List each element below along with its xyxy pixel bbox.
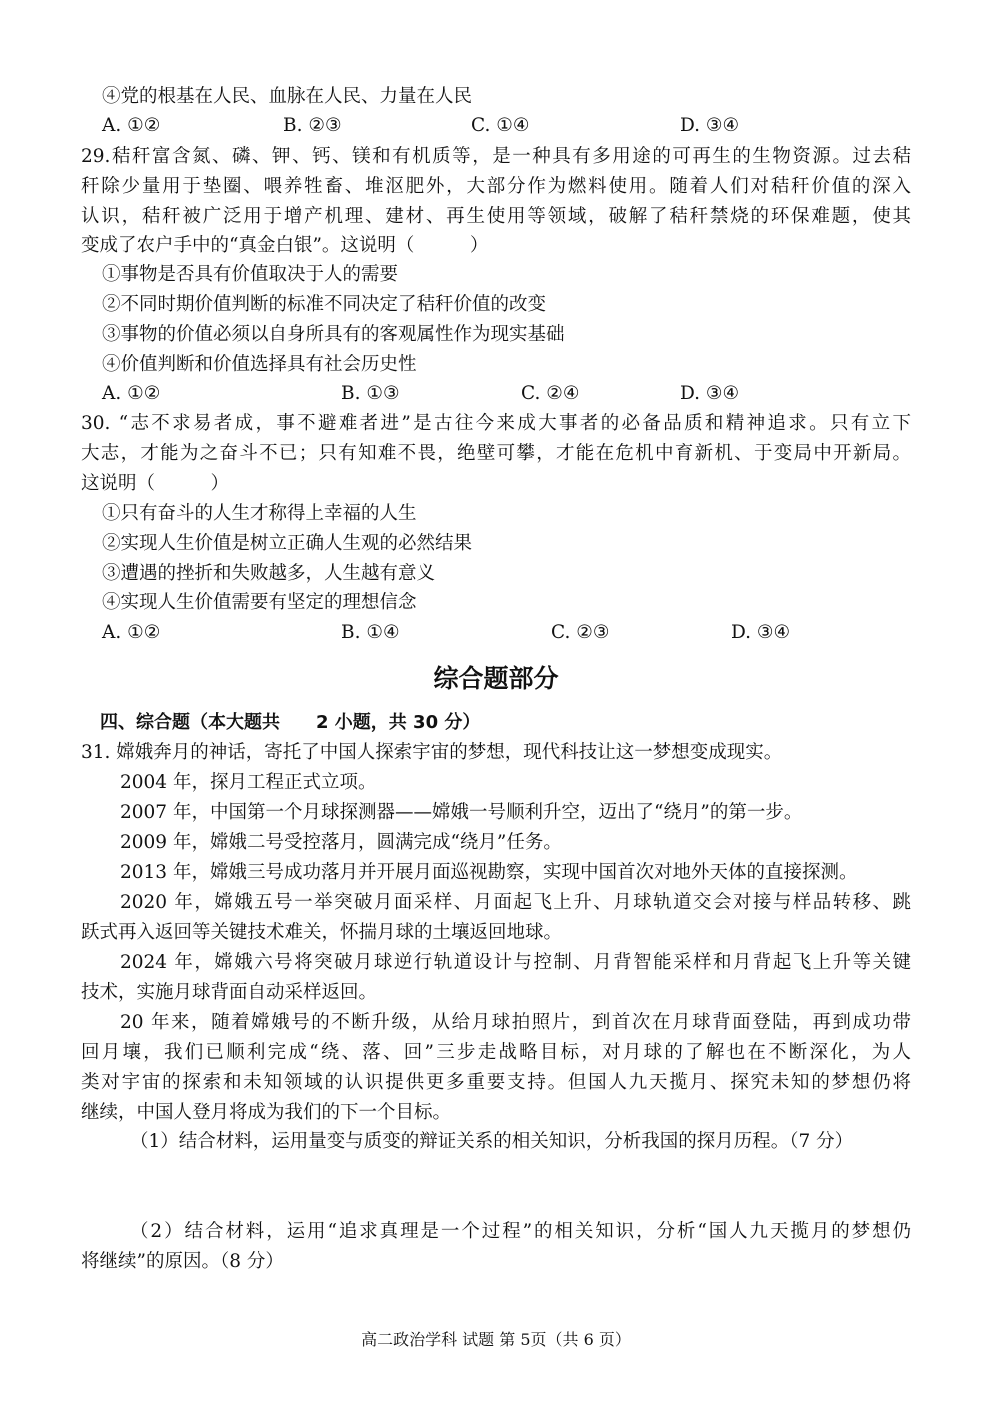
q29-option-a: A. ①② xyxy=(102,383,161,404)
q31-paragraph-2024-line-2: 技术，实施月球背面自动采样返回。 xyxy=(81,982,378,1003)
q30-item-2: ②实现人生价值是树立正确人生观的必然结果 xyxy=(102,533,473,554)
q30-stem-line-1: 30. “志不求易者成，事不避难者进”是古往今来成大事者的必备品质和精神追求。只有立下 xyxy=(81,413,911,434)
q31-subquestion-2-line-1: （2）结合材料，运用“追求真理是一个过程”的相关知识，分析“国人九天揽月的梦想仍 xyxy=(130,1221,911,1242)
q30-option-d: D. ③④ xyxy=(731,622,791,643)
q30-item-3: ③遭遇的挫折和失败越多，人生越有意义 xyxy=(102,563,436,584)
q31-paragraph-2013: 2013 年，嫦娥三号成功落月并开展月面巡视勘察，实现中国首次对地外天体的直接探测。 xyxy=(120,862,858,883)
q28-option-a: A. ①② xyxy=(102,115,161,136)
q29-stem-line-2: 秆除少量用于垫圈、喂养牲畜、堆沤肥外，大部分作为燃料使用。随着人们对秸秆价值的深入 xyxy=(81,176,911,197)
q29-stem-line-3: 认识，秸秆被广泛用于增产机理、建材、再生使用等领域，破解了秸秆禁烧的环保难题，使其 xyxy=(81,206,911,227)
q29-item-3: ③事物的价值必须以自身所具有的客观属性作为现实基础 xyxy=(102,324,565,345)
q28-option-d: D. ③④ xyxy=(680,115,740,136)
q29-option-b: B. ①③ xyxy=(341,383,400,404)
q29-item-4: ④价值判断和价值选择具有社会历史性 xyxy=(102,354,417,375)
q28-item-4: ④党的根基在人民、血脉在人民、力量在人民 xyxy=(102,86,473,107)
q29-option-c: C. ②④ xyxy=(521,383,580,404)
q30-item-4: ④实现人生价值需要有坚定的理想信念 xyxy=(102,592,417,613)
q30-option-a: A. ①② xyxy=(102,622,161,643)
section-heading: 四、综合题（本大题共 2 小题，共 30 分） xyxy=(100,712,481,733)
q31-intro: 31. 嫦娥奔月的神话，寄托了中国人探索宇宙的梦想，现代科技让这一梦想变成现实。 xyxy=(81,742,783,763)
q30-option-c: C. ②③ xyxy=(551,622,610,643)
q31-summary-line-4: 继续，中国人登月将成为我们的下一个目标。 xyxy=(81,1102,452,1123)
q31-paragraph-2020-line-1: 2020 年，嫦娥五号一举突破月面采样、月面起飞上升、月球轨道交会对接与样品转移、跳 xyxy=(120,892,911,913)
q30-stem-line-3: 这说明（ ） xyxy=(81,473,230,494)
q28-option-c: C. ①④ xyxy=(471,115,530,136)
q29-item-2: ②不同时期价值判断的标准不同决定了秸秆价值的改变 xyxy=(102,294,547,315)
q30-option-b: B. ①④ xyxy=(341,622,400,643)
q28-option-b: B. ②③ xyxy=(283,115,342,136)
q31-paragraph-2004: 2004 年，探月工程正式立项。 xyxy=(120,772,377,793)
q29-item-1: ①事物是否具有价值取决于人的需要 xyxy=(102,264,399,285)
q31-summary-line-1: 20 年来，随着嫦娥号的不断升级，从给月球拍照片，到首次在月球背面登陆，再到成功带 xyxy=(120,1012,911,1033)
q29-option-d: D. ③④ xyxy=(680,383,740,404)
q31-paragraph-2020-line-2: 跃式再入返回等关键技术难关，怀揣月球的土壤返回地球。 xyxy=(81,922,563,943)
q29-stem-line-1: 29.秸秆富含氮、磷、钾、钙、镁和有机质等，是一种具有多用途的可再生的生物资源。过去秸 xyxy=(81,146,911,167)
q30-item-1: ①只有奋斗的人生才称得上幸福的人生 xyxy=(102,503,417,524)
q31-paragraph-2007: 2007 年，中国第一个月球探测器——嫦娥一号顺利升空，迈出了“绕月”的第一步。 xyxy=(120,802,803,823)
q31-paragraph-2024-line-1: 2024 年，嫦娥六号将突破月球逆行轨道设计与控制、月背智能采样和月背起飞上升等关键 xyxy=(120,952,911,973)
q31-paragraph-2009: 2009 年，嫦娥二号受控落月，圆满完成“绕月”任务。 xyxy=(120,832,562,853)
section-title: 综合题部分 xyxy=(433,664,559,693)
page-footer: 高二政治学科 试题 第 5页（共 6 页） xyxy=(361,1330,631,1349)
q31-summary-line-3: 类对宇宙的探索和未知领域的认识提供更多重要支持。但国人九天揽月、探究未知的梦想仍将 xyxy=(81,1072,911,1093)
q30-stem-line-2: 大志，才能为之奋斗不已；只有知难不畏，绝壁可攀，才能在危机中育新机、于变局中开新局。 xyxy=(81,443,911,464)
q29-stem-line-4: 变成了农户手中的“真金白银”。这说明（ ） xyxy=(81,235,489,256)
q31-summary-line-2: 回月壤，我们已顺利完成“绕、落、回”三步走战略目标，对月球的了解也在不断深化，为人 xyxy=(81,1042,911,1063)
q31-subquestion-2-line-2: 将继续”的原因。（8 分） xyxy=(81,1251,284,1272)
q31-subquestion-1: （1）结合材料，运用量变与质变的辩证关系的相关知识，分析我国的探月历程。（7 分） xyxy=(130,1131,854,1152)
